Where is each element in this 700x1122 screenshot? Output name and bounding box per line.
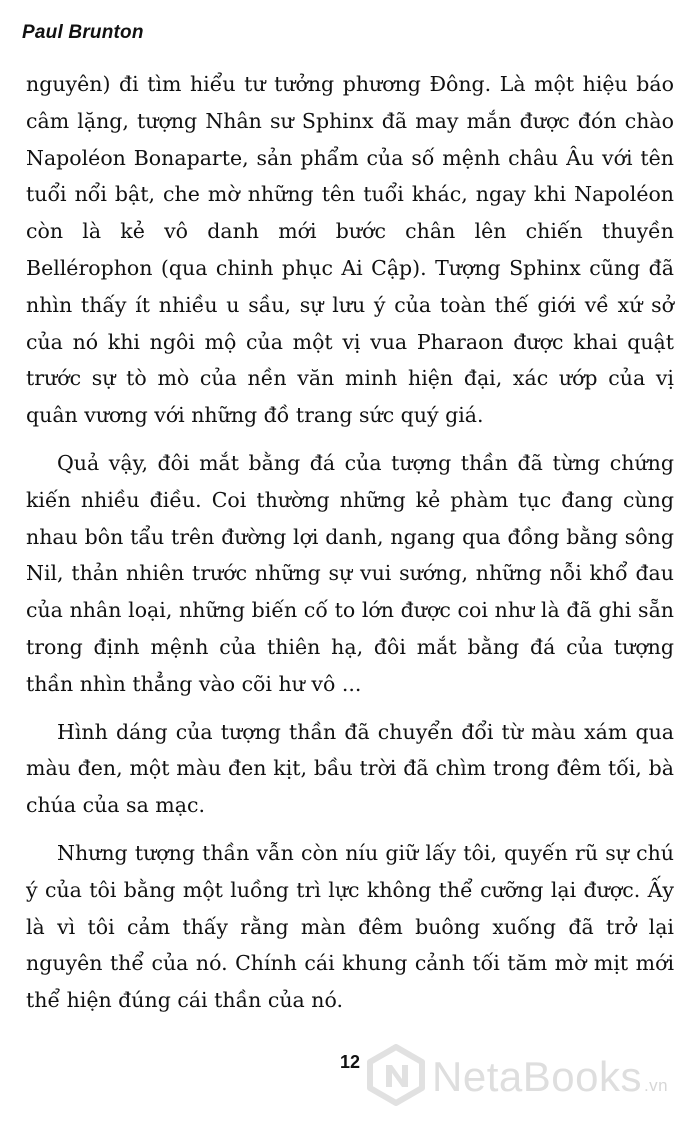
- watermark: [362, 1043, 692, 1117]
- body-text: [26, 66, 674, 1030]
- running-head: Paul Brunton: [22, 22, 144, 43]
- paragraph-1: nguyên) đi tìm hiểu tư tưởng phương Đông. Là một hiệu báo câm lặng, tượng Nhân sư Sphinx đã may mắn được đón chào Napoléon Bonaparte, sản phẩm của số mệnh châu Âu với tên tuổi nổi bật, che mờ những tên tuổi khác, ngay khi Napoléon còn là kẻ vô danh mới bước chân lên chiến thuyền Bellérophon (qua chinh phục Ai Cập). Tượng Sphinx cũng đã nhìn thấy ít nhiều u sầu, sự lưu ý của toàn thế giới về xứ sở của nó khi ngôi mộ của một vị vua Pharaon được khai quật trước sự tò mò của nền văn minh hiện đại, xác ướp của vị quân vương với những đồ trang sức quý giá.: [26, 72, 674, 428]
- watermark-text: [432, 1053, 668, 1101]
- page-number: 12: [339, 1052, 361, 1072]
- watermark-suffix: .vn: [643, 1076, 669, 1095]
- netabooks-logo-icon: [364, 1043, 428, 1107]
- watermark-brand: NetaBooks: [432, 1053, 642, 1100]
- paragraph-4: Nhưng tượng thần vẫn còn níu giữ lấy tôi, quyến rũ sự chú ý của tôi bằng một luồng trì lực không thể cưỡng lại được. Ấy là vì tôi cảm thấy rằng màn đêm buông xuống đã trở lại nguyên thể của nó. Chính cái khung cảnh tối tăm mờ mịt mới thể hiện đúng cái thần của nó.: [26, 840, 674, 1013]
- paragraph-2: Quả vậy, đôi mắt bằng đá của tượng thần đã từng chứng kiến nhiều điều. Coi thường những kẻ phàm tục đang cùng nhau bôn tẩu trên đường lợi danh, ngang qua đồng bằng sông Nil, thản nhiên trước những sự vui sướng, những nỗi khổ đau của nhân loại, những biến cố to lớn được coi như là đã ghi sẵn trong định mệnh của thiên hạ, đôi mắt bằng đá của tượng thần nhìn thẳng vào cõi hư vô ...: [26, 450, 674, 696]
- paragraph-3: Hình dáng của tượng thần đã chuyển đổi từ màu xám qua màu đen, một màu đen kịt, bầu trời đã chìm trong đêm tối, bà chúa của sa mạc.: [26, 719, 674, 818]
